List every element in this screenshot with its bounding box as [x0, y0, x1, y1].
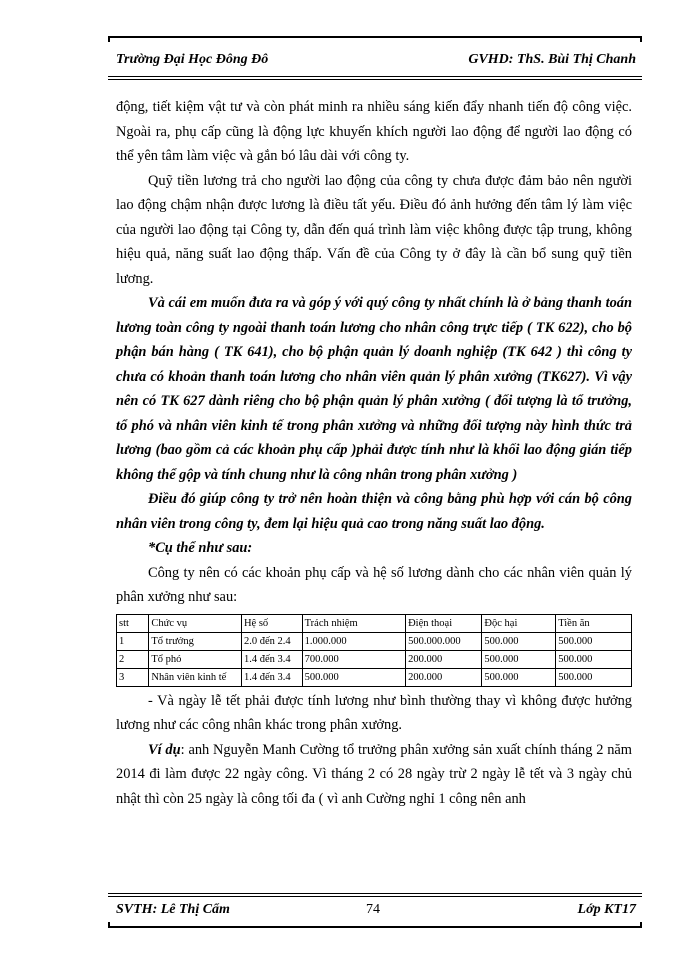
table-cell: 700.000 — [302, 650, 405, 668]
paragraph-1: động, tiết kiệm vật tư và còn phát minh ra nhiều sáng kiến đẩy nhanh tiến độ công việc. Ngoài ra, phụ cấp cũng là động lực khuyến khích người lao động để người lao động có thể yên tâm làm việc và gắn bó lâu dài với công ty. — [116, 99, 632, 164]
page-frame-top — [108, 36, 642, 42]
table-header-cell: Trách nhiệm — [302, 614, 405, 632]
header-school: Trường Đại Học Đông Đô — [116, 52, 269, 67]
table-row — [117, 632, 632, 650]
table-cell: 200.000 — [406, 668, 482, 686]
header-rule — [108, 76, 642, 77]
page-header — [116, 52, 636, 74]
table-cell: 500.000.000 — [406, 632, 482, 650]
paragraph-5: *Cụ thể như sau: — [148, 540, 253, 556]
table-cell: 1.000.000 — [302, 632, 405, 650]
page-number: 74 — [366, 902, 380, 917]
table-cell: 500.000 — [556, 668, 632, 686]
table-cell: Nhân viên kinh tế — [149, 668, 242, 686]
page-frame-bottom — [108, 922, 642, 928]
table-header-cell: Chức vụ — [149, 614, 242, 632]
table-cell: 500.000 — [302, 668, 405, 686]
table-cell: Tổ phó — [149, 650, 242, 668]
table-header-row — [117, 614, 632, 632]
table-row — [117, 650, 632, 668]
page-footer — [116, 902, 636, 922]
example-label: Ví dụ — [148, 741, 181, 758]
table-row — [117, 668, 632, 686]
table-cell: 500.000 — [482, 632, 556, 650]
example-text: : anh Nguyễn Manh Cường tổ trưởng phân xưởng sản xuất chính tháng 2 năm 2014 đi làm được 22 ngày công. Vì tháng 2 có 28 ngày trừ 2 ngày lễ tết và 3 ngày chủ nhật thì còn 25 ngày là công tối đa ( vì anh Cường nghỉ 1 công nên anh — [116, 741, 632, 807]
paragraph-2: Quỹ tiền lương trả cho người lao động của công ty chưa được đảm bảo nên người lao động chậm nhận được lương là điều tất yếu. Điều đó ảnh hưởng đến tâm lý làm việc của người lao động tại Công ty, dẫn đến quá trình làm việc không được tập trung, không hiệu quả, năng suất lao động thấp. Vấn đề của Công ty ở đây là cần bổ sung quỹ tiền lương. — [116, 172, 632, 287]
table-cell: 200.000 — [406, 650, 482, 668]
footer-rule-double — [108, 896, 642, 897]
page-body — [116, 95, 632, 811]
table-cell: 500.000 — [482, 668, 556, 686]
table-cell: 500.000 — [482, 650, 556, 668]
paragraph-7: - Và ngày lễ tết phải được tính lương như bình thường thay vì không được hưởng lương như các công nhân khác trong phân xưởng. — [116, 692, 632, 733]
table-header-cell: Tiền ăn — [556, 614, 632, 632]
footer-class: Lớp KT17 — [577, 902, 636, 917]
paragraph-8 — [116, 738, 632, 812]
footer-rule — [108, 893, 642, 894]
paragraph-4: Điều đó giúp công ty trở nên hoàn thiện và công bằng phù hợp với cán bộ công nhân viên trong công ty, đem lại hiệu quả cao trong năng suất lao động. — [116, 491, 632, 532]
table-cell: 3 — [117, 668, 149, 686]
table-cell: 1.4 đến 3.4 — [241, 650, 302, 668]
table-header-cell: stt — [117, 614, 149, 632]
table-cell: 2.0 đến 2.4 — [241, 632, 302, 650]
table-cell: 1 — [117, 632, 149, 650]
header-advisor: GVHD: ThS. Bùi Thị Chanh — [468, 52, 636, 67]
table-cell: 500.000 — [556, 632, 632, 650]
table-cell: 1.4 đến 3.4 — [241, 668, 302, 686]
table-header-cell: Độc hại — [482, 614, 556, 632]
table-header-cell: Hệ số — [241, 614, 302, 632]
paragraph-3: Và cái em muốn đưa ra và góp ý với quý công ty nhất chính là ở bảng thanh toán lương toàn công ty ngoài thanh toán lương cho nhân công trực tiếp ( TK 622), cho bộ phận bán hàng ( TK 641), cho bộ phận quản lý doanh nghiệp (TK 642 ) thì công ty chưa có khoản thanh toán lương cho nhân viên quản lý phân xưởng (TK627). Vì vậy nên có TK 627 dành riêng cho bộ phận quản lý phân xưởng ( đối tượng là tổ trưởng, tổ phó và nhân viên kinh tế trong phân xưởng và những đối tượng này hình thức trả lương (bao gồm cả các khoản phụ cấp )phải được tính như là khối lao động gián tiếp không thể gộp và tính chung như là công nhân trong phân xưởng ) — [116, 295, 632, 483]
footer-student: SVTH: Lê Thị Cẩm — [116, 902, 230, 917]
table-cell: Tổ trưởng — [149, 632, 242, 650]
paragraph-6: Công ty nên có các khoản phụ cấp và hệ số lương dành cho các nhân viên quản lý phân xưởng như sau: — [116, 564, 632, 605]
header-rule-double — [108, 79, 642, 80]
table-cell: 500.000 — [556, 650, 632, 668]
table-header-cell: Điện thoại — [406, 614, 482, 632]
table-cell: 2 — [117, 650, 149, 668]
allowance-table — [116, 614, 632, 687]
